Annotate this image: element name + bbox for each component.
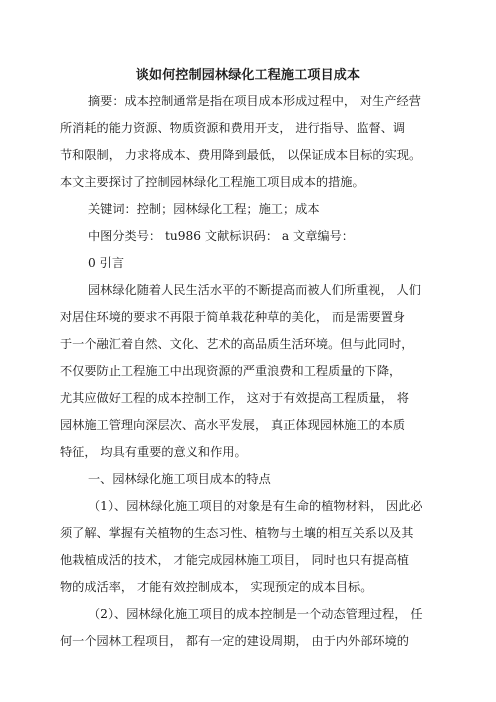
- document-title: 谈如何控制园林绿化工程施工项目成本: [135, 68, 361, 83]
- body-line-8: （1）、园林绿化施工项目的对象是有生命的植物材料， 因此必: [88, 499, 423, 513]
- section-heading-intro: 0 引言: [88, 256, 125, 270]
- body-line-9: 须了解、掌握有关植物的生态习性、植物与土壤的相互关系以及其: [60, 526, 414, 540]
- body-line-12: （2）、园林绿化施工项目的成本控制是一个动态管理过程， 任: [88, 607, 423, 621]
- abstract-line-2: 所消耗的能力资源、物质资源和费用开支， 进行指导、监督、调: [60, 121, 406, 135]
- body-line-3: 于一个融汇着自然、文化、艺术的高品质生活环境。但与此同时，: [60, 337, 414, 351]
- keywords-line: 关键词：控制；园林绿化工程；施工；成本: [88, 202, 320, 216]
- abstract-line-1: 摘要：成本控制通常是指在项目成本形成过程中， 对生产经营: [88, 94, 421, 108]
- classification-line: 中图分类号： tu986 文献标识码： a 文章编号：: [88, 229, 354, 243]
- body-line-1: 园林绿化随着人民生活水平的不断提高而被人们所重视， 人们: [88, 283, 421, 297]
- body-line-13: 何一个园林工程项目， 都有一定的建设周期， 由于内外部环境的: [60, 634, 409, 648]
- body-line-4: 不仅要防止工程施工中出现资源的严重浪费和工程质量的下降，: [60, 364, 402, 378]
- body-line-6: 园林施工管理向深层次、高水平发展， 真正体现园林施工的本质: [60, 418, 406, 432]
- body-line-11: 物的成活率， 才能有效控制成本， 实现预定的成本目标。: [60, 580, 373, 594]
- body-line-5: 尤其应做好工程的成本控制工作， 这对于有效提高工程质量， 将: [60, 391, 409, 405]
- body-line-2: 对居住环境的要求不再限于简单栽花种草的美化， 而是需要置身: [60, 310, 406, 324]
- body-line-10: 他栽植成活的技术， 才能完成园林施工项目， 同时也只有提高植: [60, 553, 409, 567]
- section-heading-1: 一、园林绿化施工项目成本的特点: [88, 472, 271, 486]
- abstract-line-4: 本文主要探讨了控制园林绿化工程施工项目成本的措施。: [60, 175, 365, 189]
- abstract-line-3: 节和限制， 力求将成本、费用降到最低， 以保证成本目标的实现。: [60, 148, 422, 162]
- body-line-7: 特征， 均具有重要的意义和作用。: [60, 445, 247, 459]
